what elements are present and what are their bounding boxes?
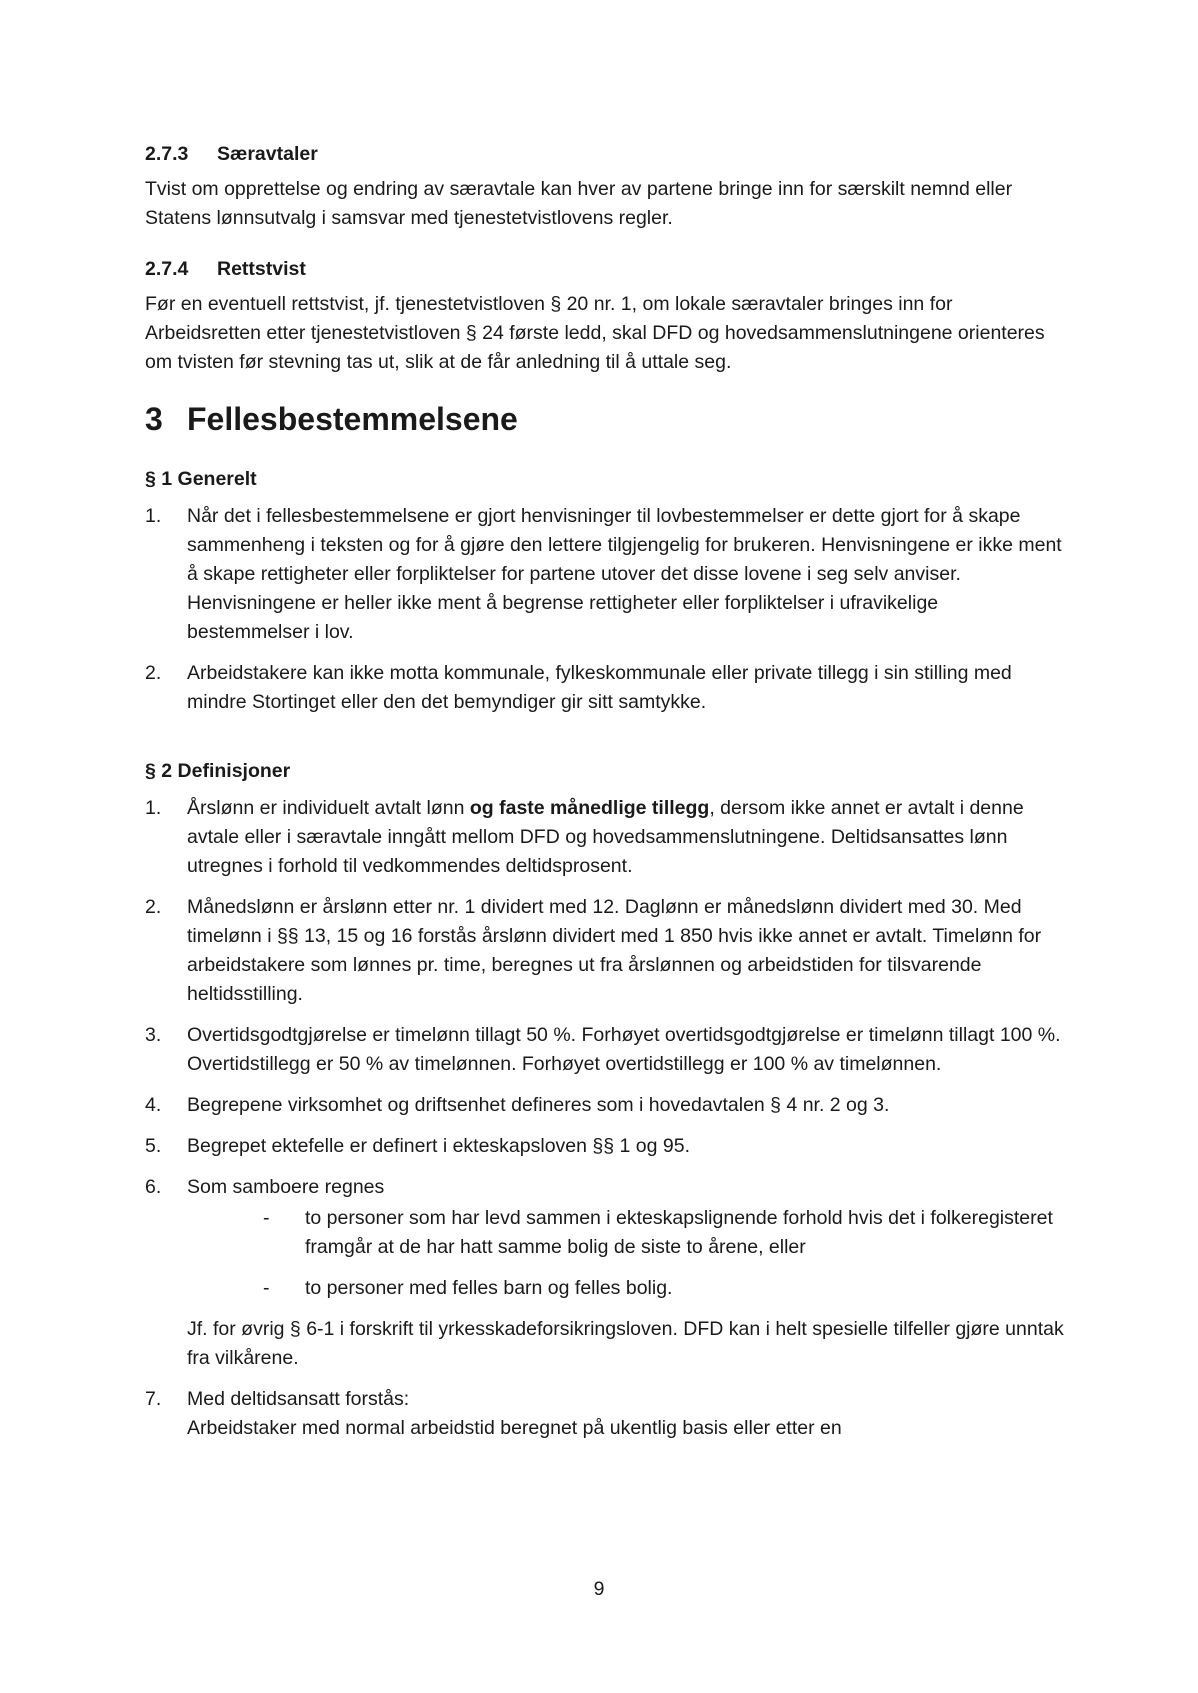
- item-number: 7.: [145, 1388, 162, 1410]
- list-item: [145, 1021, 1065, 1079]
- chapter-number: 3: [145, 401, 163, 437]
- list-item: [145, 794, 1065, 881]
- list-item: [145, 1132, 1065, 1161]
- item-number: 3.: [145, 1024, 162, 1046]
- list-item: [145, 893, 1065, 1009]
- item-text-bold: og faste månedlige tillegg: [469, 797, 710, 819]
- list-item: [145, 502, 1065, 647]
- item-number: 6.: [145, 1176, 162, 1198]
- item-text: Når det i fellesbestemmelsene er gjort henvisninger til lovbestemmelser er dette gjort for å skape sammenheng i teksten og for å gjøre den lettere tilgjengelig for brukeren. Henvisningene er ikke ment å skape rettigheter eller forpliktelser for partene utover det disse lovene i seg selv anviser. Henvisningene er heller ikke ment å begrense rettigheter eller forpliktelser i ufravikelige bestemmelser i lov.: [187, 505, 1062, 643]
- dash-item-text: to personer med felles barn og felles bolig.: [305, 1277, 673, 1299]
- dash-list: [187, 1204, 1065, 1303]
- list-item: [145, 659, 1065, 717]
- chapter-heading: [145, 399, 1065, 439]
- subsection-number: 2.7.3: [145, 143, 189, 165]
- item-number: 1.: [145, 505, 162, 527]
- item-number: 4.: [145, 1094, 162, 1116]
- section-heading-generelt: § 1 Generelt: [145, 468, 257, 490]
- item-text: Overtidsgodtgjørelse er timelønn tillagt 50 %. Forhøyet overtidsgodtgjørelse er timelønn tillagt 100 %. Overtidstillegg er 50 % av timelønnen. Forhøyet overtidstillegg er 100 % av timelønnen.: [187, 1024, 1061, 1075]
- paragraph-saeravtaler: Tvist om opprettelse og endring av særavtale kan hver av partene bringe inn for særskilt nemnd eller Statens lønnsutvalg i samsvar med tjenestetvistlovens regler.: [145, 178, 1013, 229]
- item-text-start: Årslønn er individuelt avtalt lønn: [187, 797, 470, 819]
- subsection-number: 2.7.4: [145, 258, 189, 280]
- subsection-title: Særavtaler: [217, 143, 318, 165]
- item-text: Begrepene virksomhet og driftsenhet defineres som i hovedavtalen § 4 nr. 2 og 3.: [187, 1094, 890, 1116]
- item-text-end: , dersom ikke annet er avtalt i denne avtale eller i særavtale inngått mellom DFD og hovedsammenslutningene. Deltidsansattes lønn utregnes i forhold til vedkommendes deltidsprosent.: [187, 797, 1024, 877]
- dash-bullet: -: [263, 1277, 270, 1299]
- item-number: 2.: [145, 896, 162, 918]
- definisjoner-list: [145, 794, 1065, 1443]
- dash-item-text: to personer som har levd sammen i ekteskapslignende forhold hvis det i folkeregisteret framgår at de har hatt samme bolig de siste to årene, eller: [305, 1207, 1053, 1258]
- section-heading-definisjoner: § 2 Definisjoner: [145, 760, 291, 782]
- item-number: 2.: [145, 662, 162, 684]
- dash-item: [263, 1274, 1065, 1303]
- item-text: Arbeidstaker med normal arbeidstid beregnet på ukentlig basis eller etter en: [187, 1417, 842, 1439]
- subsection-heading-2-7-3: [145, 140, 1065, 169]
- subsection-heading-2-7-4: [145, 255, 1065, 284]
- paragraph-rettstvist: Før en eventuell rettstvist, jf. tjenestetvistloven § 20 nr. 1, om lokale særavtaler bringes inn for Arbeidsretten etter tjenestetvistloven § 24 første ledd, skal DFD og hovedsammenslutningene orienteres om tvisten før stevning tas ut, slik at de får anledning til å uttale seg.: [145, 293, 1045, 373]
- item-text: Månedslønn er årslønn etter nr. 1 dividert med 12. Daglønn er månedslønn dividert med 30. Med timelønn i §§ 13, 15 og 16 forstås årslønn dividert med 1 850 hvis ikke annet er avtalt. Timelønn for arbeidstakere som lønnes pr. time, beregnes ut fra årslønnen og arbeidstiden for tilsvarende heltidsstilling.: [187, 896, 1042, 1005]
- item-number: 1.: [145, 797, 162, 819]
- chapter-title: Fellesbestemmelsene: [187, 401, 518, 437]
- item-text: [187, 794, 1065, 881]
- item-text: Arbeidstakere kan ikke motta kommunale, fylkeskommunale eller private tillegg i sin stilling med mindre Stortinget eller den det bemyndiger gir sitt samtykke.: [187, 662, 1012, 713]
- list-item: [145, 1091, 1065, 1120]
- list-item: [145, 1385, 1065, 1443]
- item-number: 5.: [145, 1135, 162, 1157]
- item-body: [187, 1385, 1065, 1443]
- page-number: 9: [593, 1578, 605, 1600]
- list-item: [145, 1173, 1065, 1373]
- subsection-title: Rettstvist: [217, 258, 306, 280]
- dash-item: [263, 1204, 1065, 1262]
- document-page: [145, 140, 1065, 1455]
- generelt-list: [145, 502, 1065, 717]
- item-text: Begrepet ektefelle er definert i ekteskapsloven §§ 1 og 95.: [187, 1135, 690, 1157]
- item-note: Jf. for øvrig § 6-1 i forskrift til yrkesskadeforsikringsloven. DFD kan i helt spesielle tilfeller gjøre unntak fra vilkårene.: [187, 1318, 1064, 1369]
- item-lead: Med deltidsansatt forstås:: [187, 1388, 410, 1410]
- item-lead: Som samboere regnes: [187, 1176, 385, 1198]
- dash-bullet: -: [263, 1207, 270, 1229]
- item-body: [187, 1173, 1065, 1373]
